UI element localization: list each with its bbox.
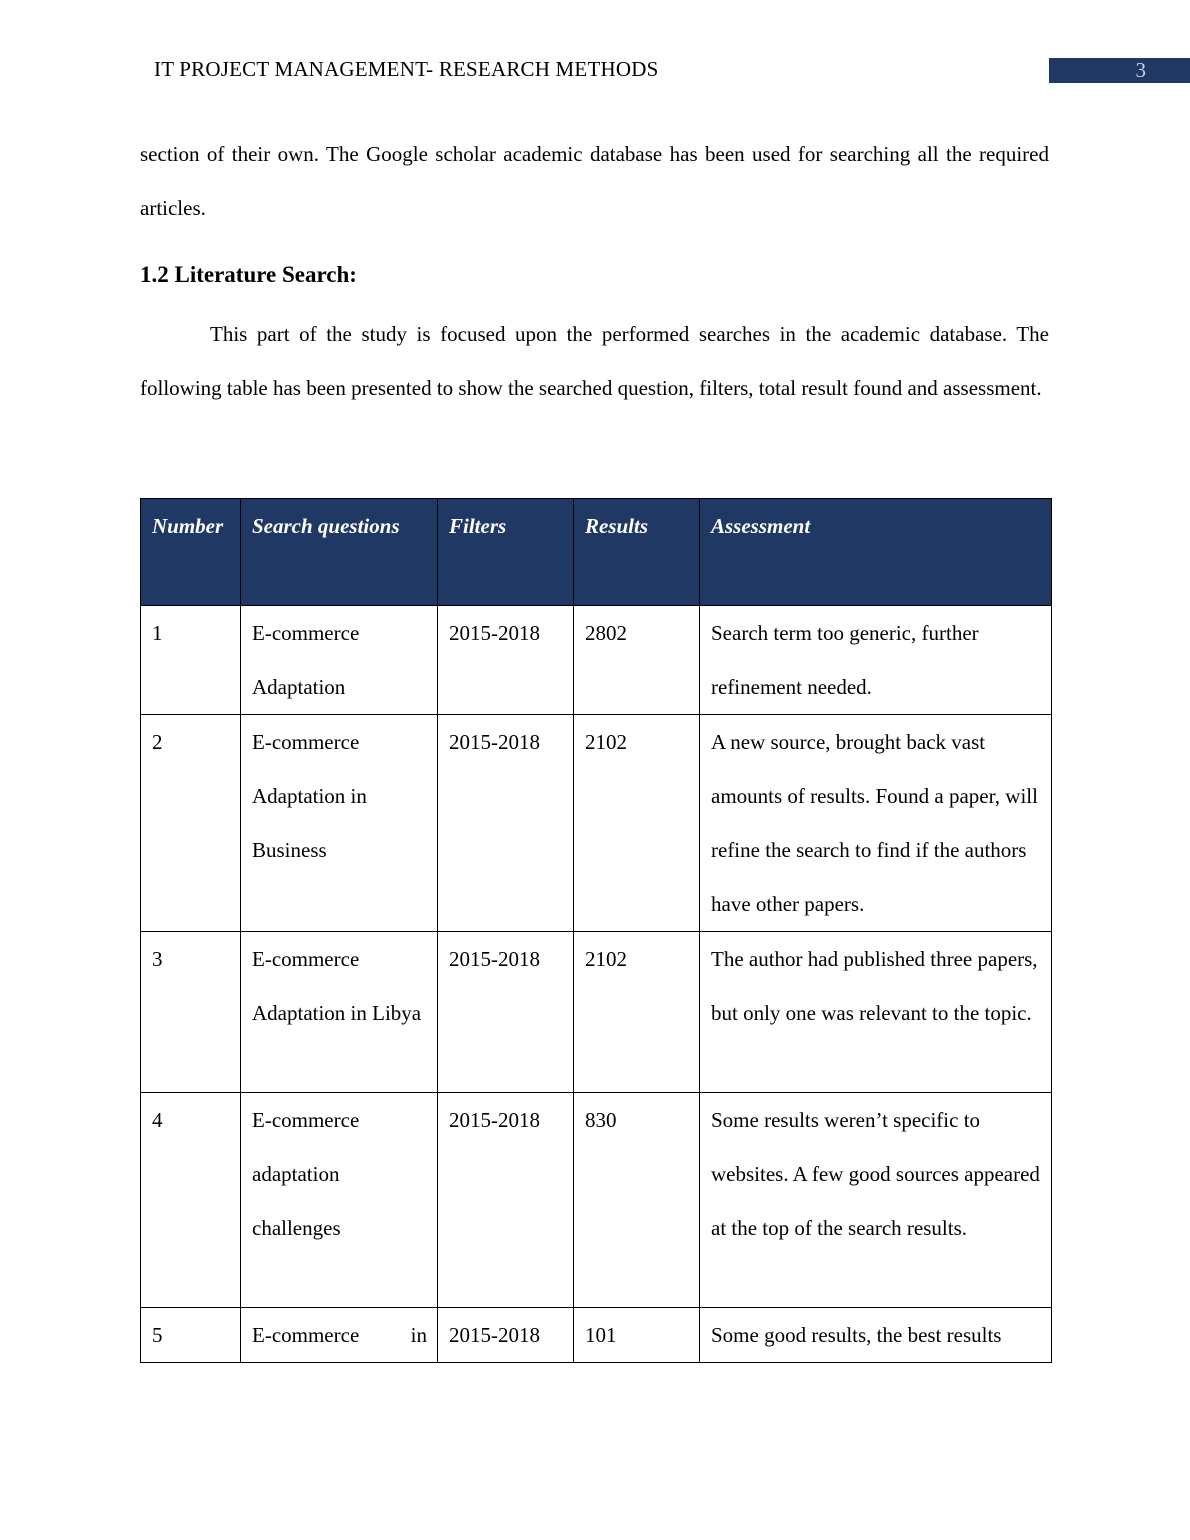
column-header-assessment: Assessment	[700, 499, 1052, 606]
page-number-badge	[1049, 58, 1190, 83]
cell-question: E-commerce Adaptation in Libya	[241, 932, 438, 1093]
section-paragraph-text: This part of the study is focused upon the performed searches in the academic database. The following table has been presented to show the searched question, filters, total result found and assessment.	[140, 322, 1049, 400]
cell-results: 2102	[574, 715, 700, 932]
cell-number: 1	[141, 606, 241, 715]
section-heading: 1.2 Literature Search:	[140, 262, 357, 287]
cell-results: 2802	[574, 606, 700, 715]
cell-number: 5	[141, 1308, 241, 1363]
page-number: 3	[1135, 58, 1146, 82]
cell-assessment: The author had published three papers, but only one was relevant to the topic.	[700, 932, 1052, 1093]
cell-results: 830	[574, 1093, 700, 1308]
cell-question: E-commerce adaptation challenges	[241, 1093, 438, 1308]
column-header-number: Number	[141, 499, 241, 606]
cell-filters: 2015-2018	[438, 932, 574, 1093]
cell-assessment: Some results weren’t specific to websites. A few good sources appeared at the top of the search results.	[700, 1093, 1052, 1308]
cell-filters: 2015-2018	[438, 606, 574, 715]
running-header-title: IT PROJECT MANAGEMENT- RESEARCH METHODS	[154, 57, 659, 81]
cell-filters: 2015-2018	[438, 1308, 574, 1363]
column-header-results: Results	[574, 499, 700, 606]
table-row	[141, 932, 1052, 1093]
literature-search-table	[140, 498, 1052, 1363]
table-row	[141, 606, 1052, 715]
cell-results: 101	[574, 1308, 700, 1363]
table-row	[141, 1093, 1052, 1308]
cell-number: 4	[141, 1093, 241, 1308]
cell-assessment: A new source, brought back vast amounts of results. Found a paper, will refine the search to find if the authors have other papers.	[700, 715, 1052, 932]
cell-assessment: Search term too generic, further refinement needed.	[700, 606, 1052, 715]
cell-question: E-commerce Adaptation	[241, 606, 438, 715]
column-header-filters: Filters	[438, 499, 574, 606]
cell-number: 2	[141, 715, 241, 932]
column-header-search-questions: Search questions	[241, 499, 438, 606]
cell-filters: 2015-2018	[438, 715, 574, 932]
cell-assessment: Some good results, the best results	[700, 1308, 1052, 1363]
cell-question: E-commerce Adaptation in Business	[241, 715, 438, 932]
cell-number: 3	[141, 932, 241, 1093]
cell-results: 2102	[574, 932, 700, 1093]
cell-filters: 2015-2018	[438, 1093, 574, 1308]
table-row	[141, 1308, 1052, 1363]
table-row	[141, 715, 1052, 932]
intro-paragraph: section of their own. The Google scholar academic database has been used for searching all the required articles.	[140, 142, 1049, 220]
cell-question: E-commerce in	[241, 1308, 438, 1363]
table-header-row	[141, 499, 1052, 606]
section-paragraph	[140, 307, 1049, 415]
